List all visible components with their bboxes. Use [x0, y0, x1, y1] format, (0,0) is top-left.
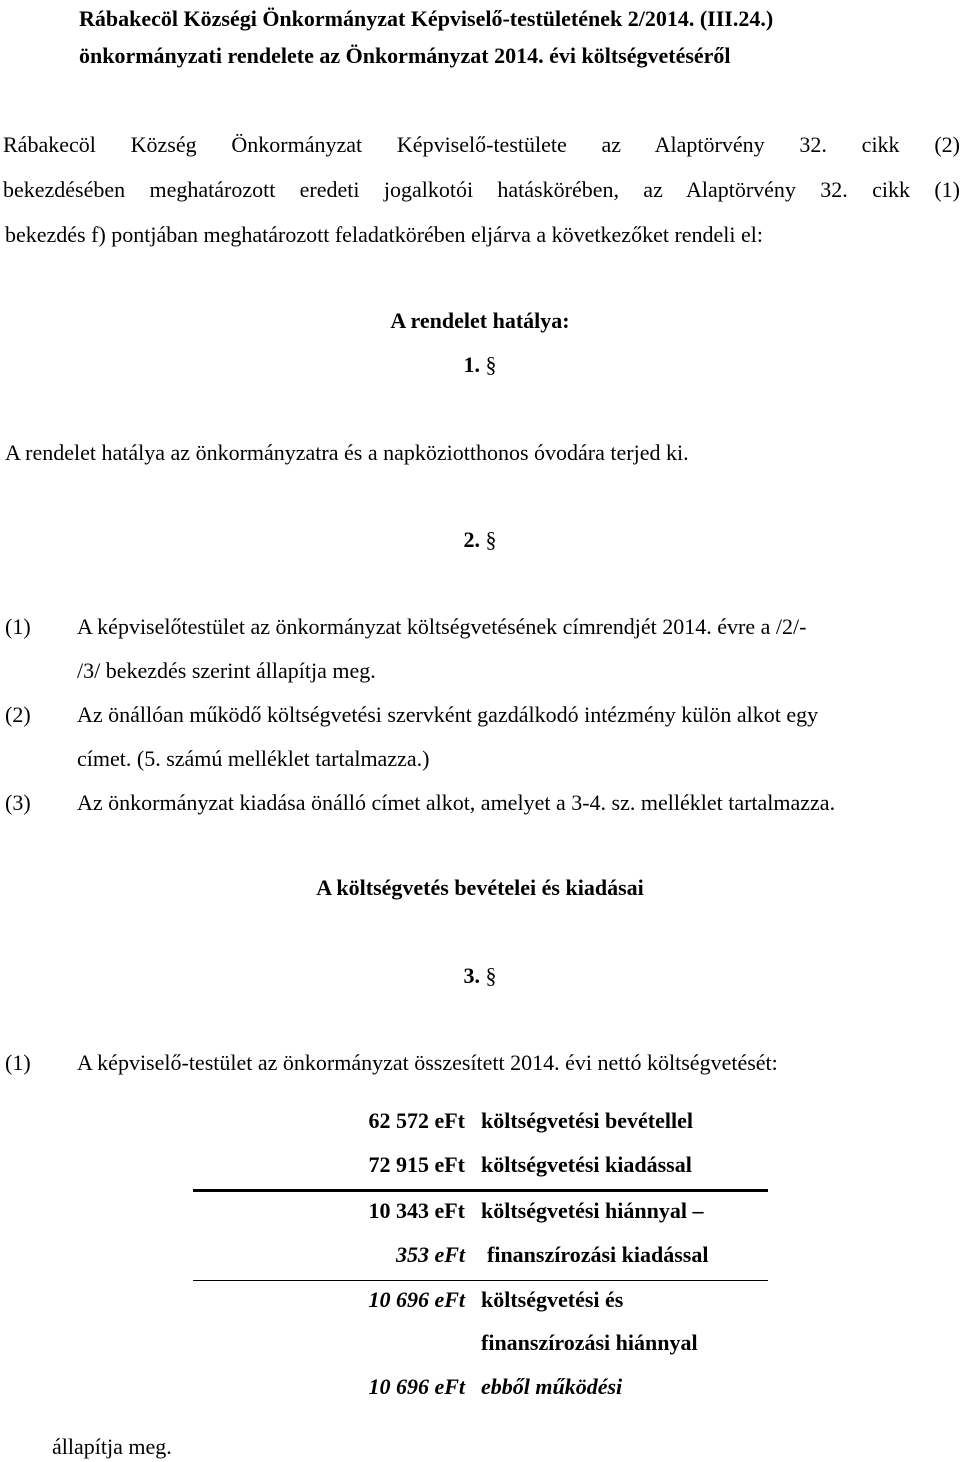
par2-item-3-num: (3) — [5, 790, 31, 815]
paragraph-3-number — [0, 963, 960, 989]
preamble-line-1: Rábakecöl Község Önkormányzat Képviselő-testülete az Alaptörvény 32. cikk (2) — [3, 132, 960, 157]
budget-label-expense: költségvetési kiadással — [481, 1152, 692, 1177]
budget-label-deficit: költségvetési hiánnyal – — [481, 1198, 704, 1223]
paragraph-2-number — [0, 527, 960, 553]
par2-item-3-line-1: Az önkormányzat kiadása önálló címet alkot, amelyet a 3-4. sz. melléklet tartalmazza. — [77, 790, 836, 815]
paragraph-1-number — [0, 352, 960, 378]
budget-amount-operating: 10 696 eFt — [368, 1374, 465, 1399]
budget-amount-financing: 353 eFt — [395, 1242, 465, 1267]
par2-item-1-num: (1) — [5, 614, 31, 639]
title-line-2: önkormányzati rendelete az Önkormányzat 2014. évi költségvetéséről — [79, 43, 731, 68]
budget-label-total-deficit: költségvetési és — [481, 1287, 624, 1312]
paragraph-1-text: A rendelet hatálya az önkormányzatra és a napköziotthonos óvodára terjed ki. — [5, 440, 689, 465]
budget-amount-deficit: 10 343 eFt — [368, 1198, 465, 1223]
budget-subtotal-rule — [193, 1280, 768, 1281]
section-sign-3: § — [485, 963, 497, 988]
budget-label-financing-deficit: finanszírozási hiánnyal — [481, 1330, 698, 1355]
budget-label-operating: ebből működési — [481, 1374, 623, 1399]
section-sign-1: § — [485, 352, 497, 377]
budget-label-financing: finanszírozási kiadással — [487, 1242, 709, 1267]
paragraph-1-label: 1. — [463, 352, 480, 377]
title-line-1: Rábakecöl Községi Önkormányzat Képviselő-testületének 2/2014. (III.24.) — [79, 6, 774, 31]
scope-heading: A rendelet hatálya: — [390, 308, 570, 333]
section-sign-2: § — [485, 527, 497, 552]
par3-item-1-num: (1) — [5, 1050, 31, 1075]
par2-item-2-line-2: címet. (5. számú melléklet tartalmazza.) — [77, 746, 430, 771]
budget-amount-revenue: 62 572 eFt — [368, 1108, 465, 1133]
paragraph-3-label: 3. — [463, 963, 480, 988]
budget-heading: A költségvetés bevételei és kiadásai — [316, 875, 644, 900]
preamble-line-3: bekezdés f) pontjában meghatározott feladatkörében eljárva a következőket rendeli el: — [5, 222, 764, 247]
par2-item-1-line-2: /3/ bekezdés szerint állapítja meg. — [77, 658, 376, 683]
par3-item-1-text: A képviselő-testület az önkormányzat összesített 2014. évi nettó költségvetését: — [77, 1050, 778, 1075]
preamble-line-2: bekezdésében meghatározott eredeti jogalkotói hatáskörében, az Alaptörvény 32. cikk (1) — [3, 177, 960, 202]
budget-sum-rule — [193, 1189, 768, 1192]
par2-item-2-num: (2) — [5, 702, 31, 727]
budget-amount-expense: 72 915 eFt — [368, 1152, 465, 1177]
paragraph-2-label: 2. — [463, 527, 480, 552]
closing-text: állapítja meg. — [52, 1434, 172, 1459]
budget-label-revenue: költségvetési bevétellel — [481, 1108, 693, 1133]
par2-item-1-line-1: A képviselőtestület az önkormányzat költségvetésének címrendjét 2014. évre a /2/- — [77, 614, 807, 639]
par2-item-2-line-1: Az önállóan működő költségvetési szervként gazdálkodó intézmény külön alkot egy — [77, 702, 819, 727]
budget-amount-total-deficit: 10 696 eFt — [368, 1287, 465, 1312]
